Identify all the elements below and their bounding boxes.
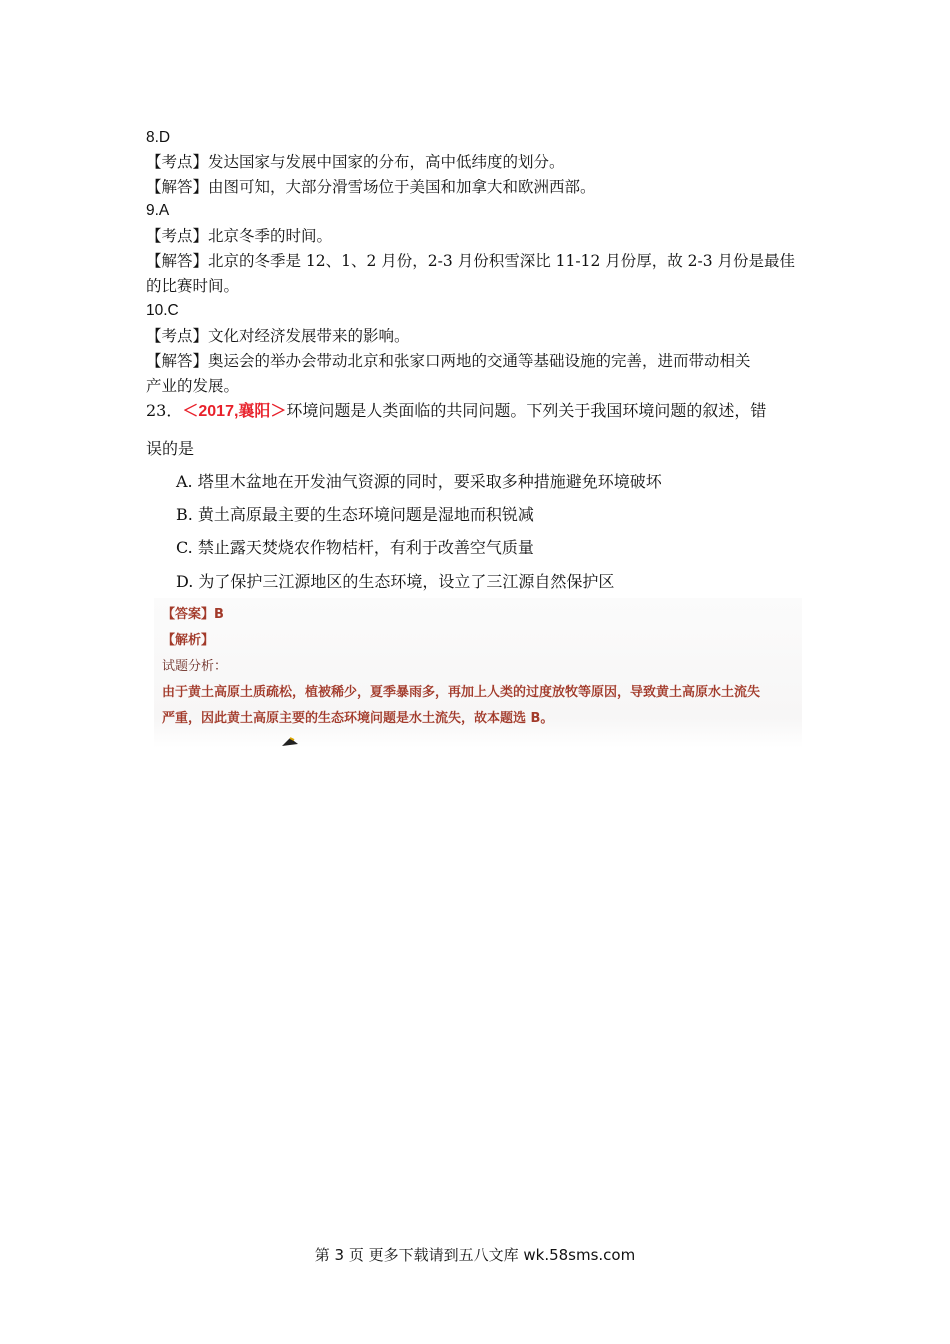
q23-option-c: C. 禁止露天焚烧农作物桔杆，有利于改善空气质量 — [176, 538, 534, 557]
q10-number: 10.C — [146, 302, 179, 319]
q23-number: 23． — [146, 401, 183, 420]
q9-jieda-line1: 【解答】北京的冬季是 12、1、2 月份，2-3 月份积雪深比 11-12 月份厚，故 2-3 月份是最佳 — [146, 252, 796, 270]
q23-option-d: D. 为了保护三江源地区的生态环境，设立了三江源自然保护区 — [176, 572, 615, 591]
q8-number: 8.D — [146, 129, 171, 146]
q23-option-b: B. 黄土高原最主要的生态环境问题是湿地而积锐减 — [176, 505, 534, 524]
q23-option-a: A. 塔里木盆地在开发油气资源的同时，要采取多种措施避免环境破坏 — [176, 472, 662, 491]
analysis-line1: 由于黄土高原土质疏松，植被稀少，夏季暴雨多，再加上人类的过度放牧等原因，导致黄土高原水土流失 — [162, 685, 761, 700]
q23-stem-line2: 误的是 — [146, 439, 195, 458]
q10-jieda-line2: 产业的发展。 — [146, 377, 240, 395]
q9-kaodian: 【考点】北京冬季的时间。 — [146, 227, 333, 245]
page-footer: 第 3 页 更多下载请到五八文库 wk.58sms.com — [314, 1246, 636, 1264]
q10-kaodian: 【考点】文化对经济发展带来的影响。 — [146, 327, 410, 345]
q23-source: ＜2017,襄阳＞ — [182, 403, 287, 420]
q23-stem-line1 — [146, 401, 766, 422]
answer-image — [154, 598, 802, 748]
q9-number: 9.A — [146, 202, 170, 219]
answer-label: 【答案】B — [162, 607, 224, 622]
q23-stem-text: 环境问题是人类面临的共同问题。下列关于我国环境问题的叙述，错 — [286, 401, 767, 420]
analysis-heading: 【解析】 — [162, 633, 215, 648]
q10-jieda-line1: 【解答】奥运会的举办会带动北京和张家口两地的交通等基础设施的完善，进而带动相关 — [146, 352, 751, 370]
q8-jieda: 【解答】由图可知，大部分滑雪场位于美国和加拿大和欧洲西部。 — [146, 178, 596, 196]
analysis-label: 试题分析： — [162, 659, 228, 674]
analysis-line2: 严重，因此黄土高原主要的生态环境问题是水土流失，故本题选 B。 — [162, 711, 554, 726]
pencil-mark-icon — [280, 736, 300, 748]
q9-jieda-line2: 的比赛时间。 — [146, 277, 240, 295]
q8-kaodian: 【考点】发达国家与发展中国家的分布，高中低纬度的划分。 — [146, 153, 565, 171]
